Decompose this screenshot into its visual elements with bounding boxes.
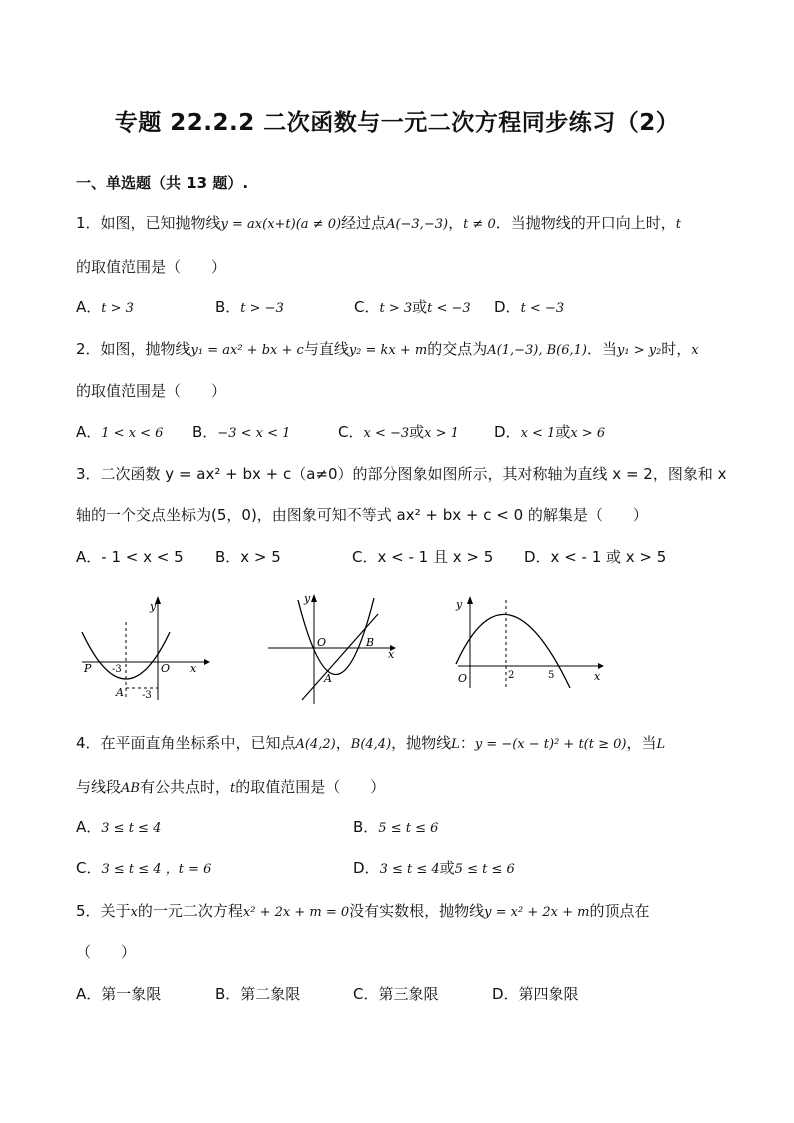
q1-option-b[interactable]: B．t > −3 [215,298,284,316]
y-label: y [304,592,311,605]
q2-parabola-formula: y₁ = ax² + bx + c [190,343,304,358]
section-heading: 一、单选题（共 13 题）. [76,174,249,192]
straight-line [302,614,378,700]
q4-point-a: A(4,2) [295,737,336,752]
q2-condition: y₁ > y₂ [617,343,662,358]
q4-option-b[interactable]: B．5 ≤ t ≤ 6 [353,818,439,836]
q4-option-c[interactable]: C．3 ≤ t ≤ 4 ，t = 6 [76,859,212,877]
q3-option-b[interactable]: B．x > 5 [215,548,281,566]
figure-2-graph [266,590,398,706]
q2-option-a[interactable]: A．1 < x < 6 [76,423,164,441]
point-a-label: A [116,686,124,699]
question-1-stem-cont: 的取值范围是（ ） [76,258,227,276]
q3-option-c[interactable]: C．x < - 1 且 x > 5 [352,548,494,566]
q4-formula: y = −(x − t)² + t(t ≥ 0) [474,737,627,752]
tick-label: -3 [142,690,152,701]
question-5-stem: 5．关于x的一元二次方程x² + 2x + m = 0没有实数根，抛物线y = x² + 2x + m的顶点在 [76,902,650,920]
q5-option-b[interactable]: B．第二象限 [215,985,301,1003]
figure-3-graph [450,592,606,692]
q1-text: 1．如图，已知抛物线 [76,214,221,232]
x-label: x [388,648,395,661]
x-axis-arrow-icon [204,659,210,665]
q2-option-b[interactable]: B．−3 < x < 1 [192,423,291,441]
q4-option-d[interactable]: D．3 ≤ t ≤ 4或5 ≤ t ≤ 6 [353,859,515,877]
origin-label: O [161,662,171,675]
origin-label: O [458,672,468,685]
question-4-stem: 4．在平面直角坐标系中，已知点A(4,2)，B(4,4)，抛物线L：y = −(x − t)² + t(t ≥ 0)，当L [76,734,666,752]
figure-1-graph [80,592,210,702]
q1-text: ， [448,214,464,232]
q1-option-c[interactable]: C．t > 3或t < −3 [354,298,471,316]
x-axis-arrow-icon [598,663,604,669]
question-4-stem-cont: 与线段AB有公共点时，t的取值范围是（ ） [76,778,386,796]
tick-label: 5 [548,670,555,681]
q1-text: ．当抛物线的开口向上时， [495,214,676,232]
y-label: y [456,598,463,611]
q4-point-b: B(4,4) [350,737,392,752]
point-p-label: P [84,662,92,675]
q1-option-a[interactable]: A．t > 3 [76,298,134,316]
question-2-stem-cont: 的取值范围是（ ） [76,382,227,400]
point-a-label: A [324,672,332,685]
question-1-stem [76,212,726,233]
q2-option-d[interactable]: D．x < 1或x > 6 [494,423,606,441]
point-b-label: B [366,636,375,649]
question-2-stem: 2．如图，抛物线y₁ = ax² + bx + c与直线y₂ = kx + m的交点为A(1,−3), B(6,1)．当y₁ > y₂时，x [76,340,699,358]
x-label: x [594,670,601,683]
q5-equation: x² + 2x + m = 0 [242,905,350,920]
question-3-stem: 3．二次函数 y = ax² + bx + c（a≠0）的部分图象如图所示，其对称轴为直线 x = 2，图象和 x [76,465,727,483]
tick-label: -3 [112,664,122,675]
origin-label: O [317,636,327,649]
tick-label: 2 [508,670,515,681]
q1-point: A(−3,−3) [386,217,449,232]
y-axis-arrow-icon [311,594,317,602]
page-title: 专题 22.2.2 二次函数与一元二次方程同步练习（2） [114,110,680,136]
q1-text: 经过点 [341,214,387,232]
q5-option-c[interactable]: C．第三象限 [353,985,439,1003]
q2-line-formula: y₂ = kx + m [348,343,428,358]
question-5-stem-cont: （ ） [76,943,137,961]
q5-option-a[interactable]: A．第一象限 [76,985,162,1003]
q5-formula: y = x² + 2x + m [484,905,590,920]
q2-option-c[interactable]: C．x < −3或x > 1 [338,423,459,441]
q2-points: A(1,−3), B(6,1) [487,343,587,358]
q1-formula: y = ax(x+t)(a ≠ 0) [220,217,342,232]
y-axis-arrow-icon [467,596,473,604]
q1-option-d[interactable]: D．t < −3 [494,298,565,316]
q3-option-d[interactable]: D．x < - 1 或 x > 5 [524,548,667,566]
q1-condition: t ≠ 0 [463,217,496,232]
parabola-curve [298,598,374,675]
y-label: y [150,600,157,613]
q4-option-a[interactable]: A．3 ≤ t ≤ 4 [76,818,162,836]
q1-variable: t [675,217,681,232]
x-label: x [190,662,197,675]
q3-option-a[interactable]: A．- 1 < x < 5 [76,548,184,566]
question-3-stem-cont: 轴的一个交点坐标为(5，0)，由图象可知不等式 ax² + bx + c < 0 的解集是（ ） [76,506,648,524]
q5-option-d[interactable]: D．第四象限 [492,985,579,1003]
